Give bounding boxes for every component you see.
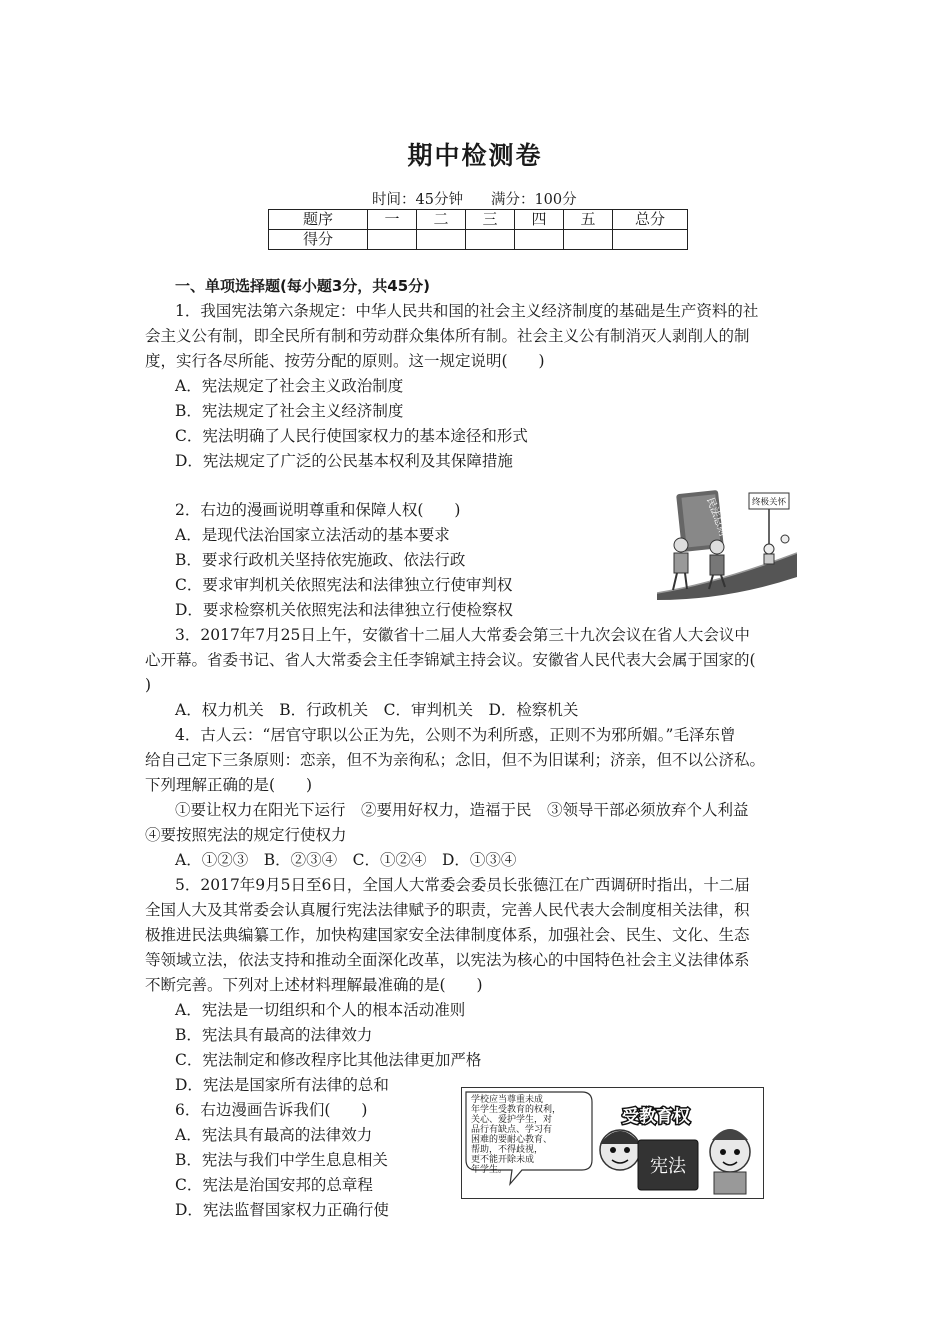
question-5-line: 全国人大及其常委会认真履行宪法法律赋予的职责，完善人民代表大会制度相关法律，积 (145, 901, 750, 919)
score-table (268, 209, 688, 250)
score-cell (515, 230, 564, 250)
cartoon-book-label: 民法总则 (704, 496, 729, 538)
question-6-stem: 6．右边漫画告诉我们( ) (175, 1101, 368, 1119)
score-table-header: 四 (515, 210, 564, 230)
question-5-line: 5．2017年9月5日至6日，全国人大常委会委员长张德江在广西调研时指出，十二届 (175, 876, 750, 894)
question-1-line: 度，实行各尽所能、按劳分配的原则。这一规定说明( ) (145, 352, 545, 370)
question-3-line: 心开幕。省委书记、省人大常委会主任李锦斌主持会议。安徽省人民代表大会属于国家的( (145, 651, 756, 669)
question-5-option: C．宪法制定和修改程序比其他法律更加严格 (175, 1051, 482, 1069)
score-table-score-row (269, 230, 688, 250)
question-5-line: 等领域立法，依法支持和推动全面深化改革，以宪法为核心的中国特色社会主义法律体系 (145, 951, 750, 969)
score-cell (417, 230, 466, 250)
exam-meta (372, 188, 577, 209)
question-4-line: 4．古人云：“居官守职以公正为先，公则不为利所惑，正则不为邪所媚。”毛泽东曾 (175, 726, 736, 744)
score-cell (368, 230, 417, 250)
question-3-line: 3．2017年7月25日上午，安徽省十二届人大常委会第三十九次会议在省人大会议中 (175, 626, 750, 644)
question-2-option: A．是现代法治国家立法活动的基本要求 (175, 526, 450, 544)
question-6-option: B．宪法与我们中学生息息相关 (175, 1151, 388, 1169)
question-2-stem: 2．右边的漫画说明尊重和保障人权( ) (175, 501, 461, 519)
question-4-items: ④要按照宪法的规定行使权力 (145, 826, 347, 844)
speech-line: 学校应当尊重未成 (471, 1095, 544, 1105)
question-2-option: D．要求检察机关依照宪法和法律独立行使检察权 (175, 601, 513, 619)
page-title: 期中检测卷 (407, 141, 543, 170)
section-heading: 一、单项选择题(每小题3分，共45分) (175, 277, 431, 295)
question-1-line: 1．我国宪法第六条规定：中华人民共和国的社会主义经济制度的基础是生产资料的社 (175, 302, 759, 320)
question-1-option: C．宪法明确了人民行使国家权力的基本途径和形式 (175, 427, 528, 445)
question-1-option: D．宪法规定了广泛的公民基本权利及其保障措施 (175, 452, 513, 470)
speech-line: 品行有缺点、学习有 (471, 1125, 553, 1135)
score-row-label: 得分 (269, 230, 368, 250)
speech-line: 帮助，不得歧视， (471, 1145, 544, 1155)
question-2-option: C．要求审判机关依照宪法和法律独立行使审判权 (175, 576, 513, 594)
question-4-line: 下列理解正确的是( ) (145, 776, 313, 794)
question-3-options: A．权力机关 B．行政机关 C．审判机关 D．检察机关 (175, 701, 579, 719)
question-4-items: ①要让权力在阳光下运行 ②要用好权力，造福于民 ③领导干部必须放弃个人利益 (175, 801, 749, 819)
cartoon-sign-label: 终极关怀 (751, 497, 787, 508)
civil-code-cartoon (657, 487, 797, 600)
question-6-option: C．宪法是治国安邦的总章程 (175, 1176, 373, 1194)
question-5-option: A．宪法是一切组织和个人的根本活动准则 (175, 1001, 466, 1019)
score-cell (466, 230, 515, 250)
score-table-header: 题序 (269, 210, 368, 230)
score-table-header: 二 (417, 210, 466, 230)
question-5-line: 极推进民法典编纂工作，加快构建国家安全法律制度体系，加强社会、民生、文化、生态 (145, 926, 750, 944)
exam-time: 时间：45分钟 (372, 192, 463, 208)
question-5-option: B．宪法具有最高的法律效力 (175, 1026, 373, 1044)
question-4-line: 给自己定下三条原则：恋亲，但不为亲徇私；念旧，但不为旧谋利；济亲，但不以公济私。 (145, 751, 766, 769)
cartoon-banner: 受教育权 (622, 1107, 690, 1127)
question-5-option: D．宪法是国家所有法律的总和 (175, 1076, 389, 1094)
score-cell (564, 230, 613, 250)
score-table-header: 五 (564, 210, 613, 230)
score-table-header: 总分 (613, 210, 688, 230)
cartoon-book-label: 宪法 (650, 1156, 686, 1177)
question-6-option: A．宪法具有最高的法律效力 (175, 1126, 373, 1144)
question-3-line: ) (145, 676, 152, 694)
speech-line: 年学生。 (471, 1165, 508, 1175)
speech-line: 年学生受教育的权利， (471, 1105, 562, 1115)
score-table-header: 一 (368, 210, 417, 230)
question-1-line: 会主义公有制，即全民所有制和劳动群众集体所有制。社会主义公有制消灭人剥削人的制 (145, 327, 750, 345)
question-4-options: A．①②③ B．②③④ C．①②④ D．①③④ (175, 851, 517, 869)
education-right-cartoon-art (462, 1088, 763, 1198)
question-5-line: 不断完善。下列对上述材料理解最准确的是( ) (145, 976, 483, 994)
education-right-cartoon (461, 1087, 764, 1199)
question-6-option: D．宪法监督国家权力正确行使 (175, 1201, 389, 1219)
score-table-header-row (269, 210, 688, 230)
speech-line: 关心、爱护学生，对 (471, 1115, 553, 1125)
score-table-header: 三 (466, 210, 515, 230)
score-cell (613, 230, 688, 250)
question-1-option: B．宪法规定了社会主义经济制度 (175, 402, 404, 420)
speech-line: 更不能开除未成 (471, 1155, 535, 1165)
speech-line: 困难的要耐心教育、 (471, 1135, 553, 1145)
question-1-option: A．宪法规定了社会主义政治制度 (175, 377, 404, 395)
question-2-option: B．要求行政机关坚持依宪施政、依法行政 (175, 551, 466, 569)
exam-full-score: 满分：100分 (490, 192, 577, 208)
